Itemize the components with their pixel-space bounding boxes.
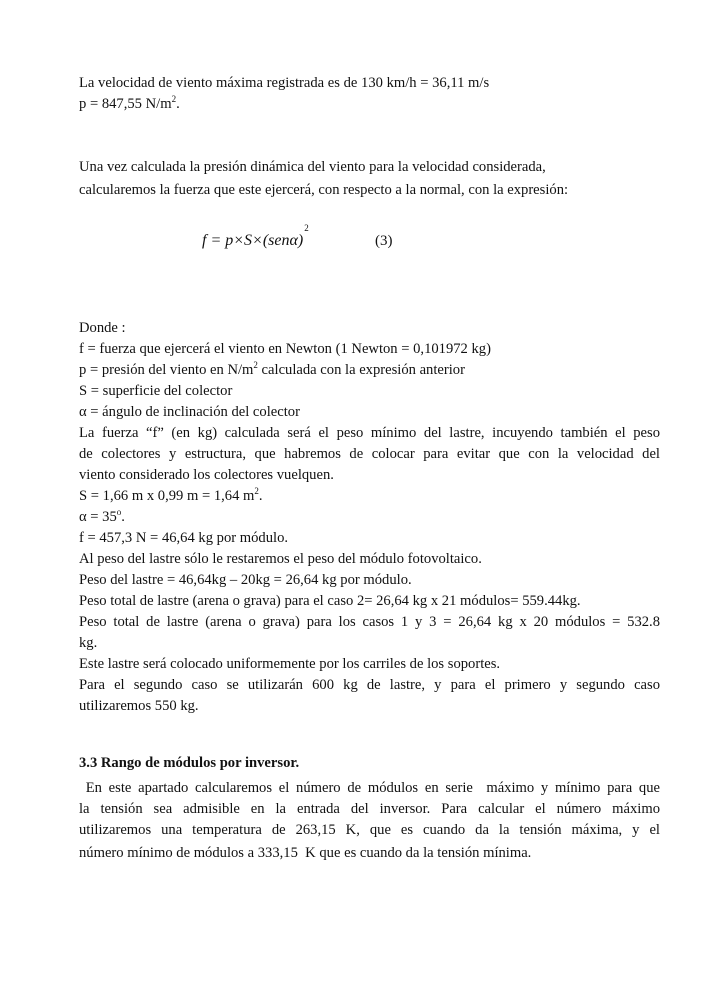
surface-period: .	[258, 488, 263, 504]
angle-degree: o	[116, 507, 122, 518]
angle-value	[79, 507, 125, 527]
def-p-rest: calculada con la expresión anterior	[257, 362, 465, 378]
kg-continuation: kg.	[79, 635, 98, 651]
donde-label: Donde :	[79, 320, 126, 336]
intro-line-2: calcularemos la fuerza que este ejercerá, con respecto a la normal, con la expresión:	[79, 182, 569, 198]
fuerza-line-1: La fuerza “f” (en kg) calculada será el peso mínimo del lastre, incuyendo también el peso	[79, 425, 660, 441]
surface-value-text: S = 1,66 m x 0,99 m = 1,64 m	[79, 488, 255, 504]
subtract-line: Al peso del lastre sólo le restaremos el peso del módulo fotovoltaico.	[79, 551, 482, 567]
surface-value	[79, 486, 263, 506]
angle-period: .	[121, 509, 125, 525]
pressure-text: p = 847,55 N/m	[79, 96, 172, 112]
total-ballast-cases-1-3: Peso total de lastre (arena o grava) para los casos 1 y 3 = 26,64 kg x 20 módulos = 532.8	[79, 614, 660, 630]
section-line-3: utilizaremos una temperatura de 263,15 K, que es cuando da la tensión máxima, y el	[79, 822, 660, 838]
section-line-1: En este apartado calcularemos el número de módulos en serie máximo y mínimo para que	[79, 780, 660, 796]
second-case-line-1: Para el segundo caso se utilizarán 600 kg de lastre, y para el primero y segundo caso	[79, 677, 660, 693]
force-formula	[202, 223, 309, 254]
wind-speed-line: La velocidad de viento máxima registrada es de 130 km/h = 36,11 m/s	[79, 75, 490, 91]
pressure-line	[79, 94, 180, 114]
intro-line-1: Una vez calculada la presión dinámica del viento para la velocidad considerada,	[79, 159, 546, 175]
pressure-exponent: 2	[171, 94, 177, 105]
total-ballast-case-2: Peso total de lastre (arena o grava) para el caso 2= 26,64 kg x 21 módulos= 559.44kg.	[79, 593, 581, 609]
def-p-text: p = presión del viento en N/m	[79, 362, 254, 378]
fuerza-line-3: viento considerado los colectores vuelquen.	[79, 467, 334, 483]
second-case-line-2: utilizaremos 550 kg.	[79, 698, 199, 714]
formula-exponent: 2	[304, 223, 309, 233]
formula-expression: f = p×S×(senα)	[202, 232, 304, 249]
section-line-2: la tensión sea admisible en la entrada del inversor. Para calcular el número máximo	[79, 801, 660, 817]
surface-exponent: 2	[254, 486, 259, 497]
fuerza-line-2: de colectores y estructura, que habremos de colocar para evitar que con la velocidad del	[79, 446, 660, 462]
def-f: f = fuerza que ejercerá el viento en Newton (1 Newton = 0,101972 kg)	[79, 341, 491, 357]
def-p-exponent: 2	[253, 360, 258, 371]
def-p	[79, 360, 465, 380]
def-s: S = superficie del colector	[79, 383, 233, 399]
pressure-period: .	[176, 96, 180, 112]
ballast-weight: Peso del lastre = 46,64kg – 20kg = 26,64 kg por módulo.	[79, 572, 412, 588]
section-line-4: número mínimo de módulos a 333,15 K que es cuando da la tensión mínima.	[79, 845, 532, 861]
def-alpha: α = ángulo de inclinación del colector	[79, 404, 300, 420]
force-value: f = 457,3 N = 46,64 kg por módulo.	[79, 530, 289, 546]
equation-number: (3)	[375, 233, 393, 249]
angle-value-text: α = 35	[79, 509, 117, 525]
ballast-placement: Este lastre será colocado uniformemente por los carriles de los soportes.	[79, 656, 501, 672]
section-heading: 3.3 Rango de módulos por inversor.	[79, 755, 300, 771]
